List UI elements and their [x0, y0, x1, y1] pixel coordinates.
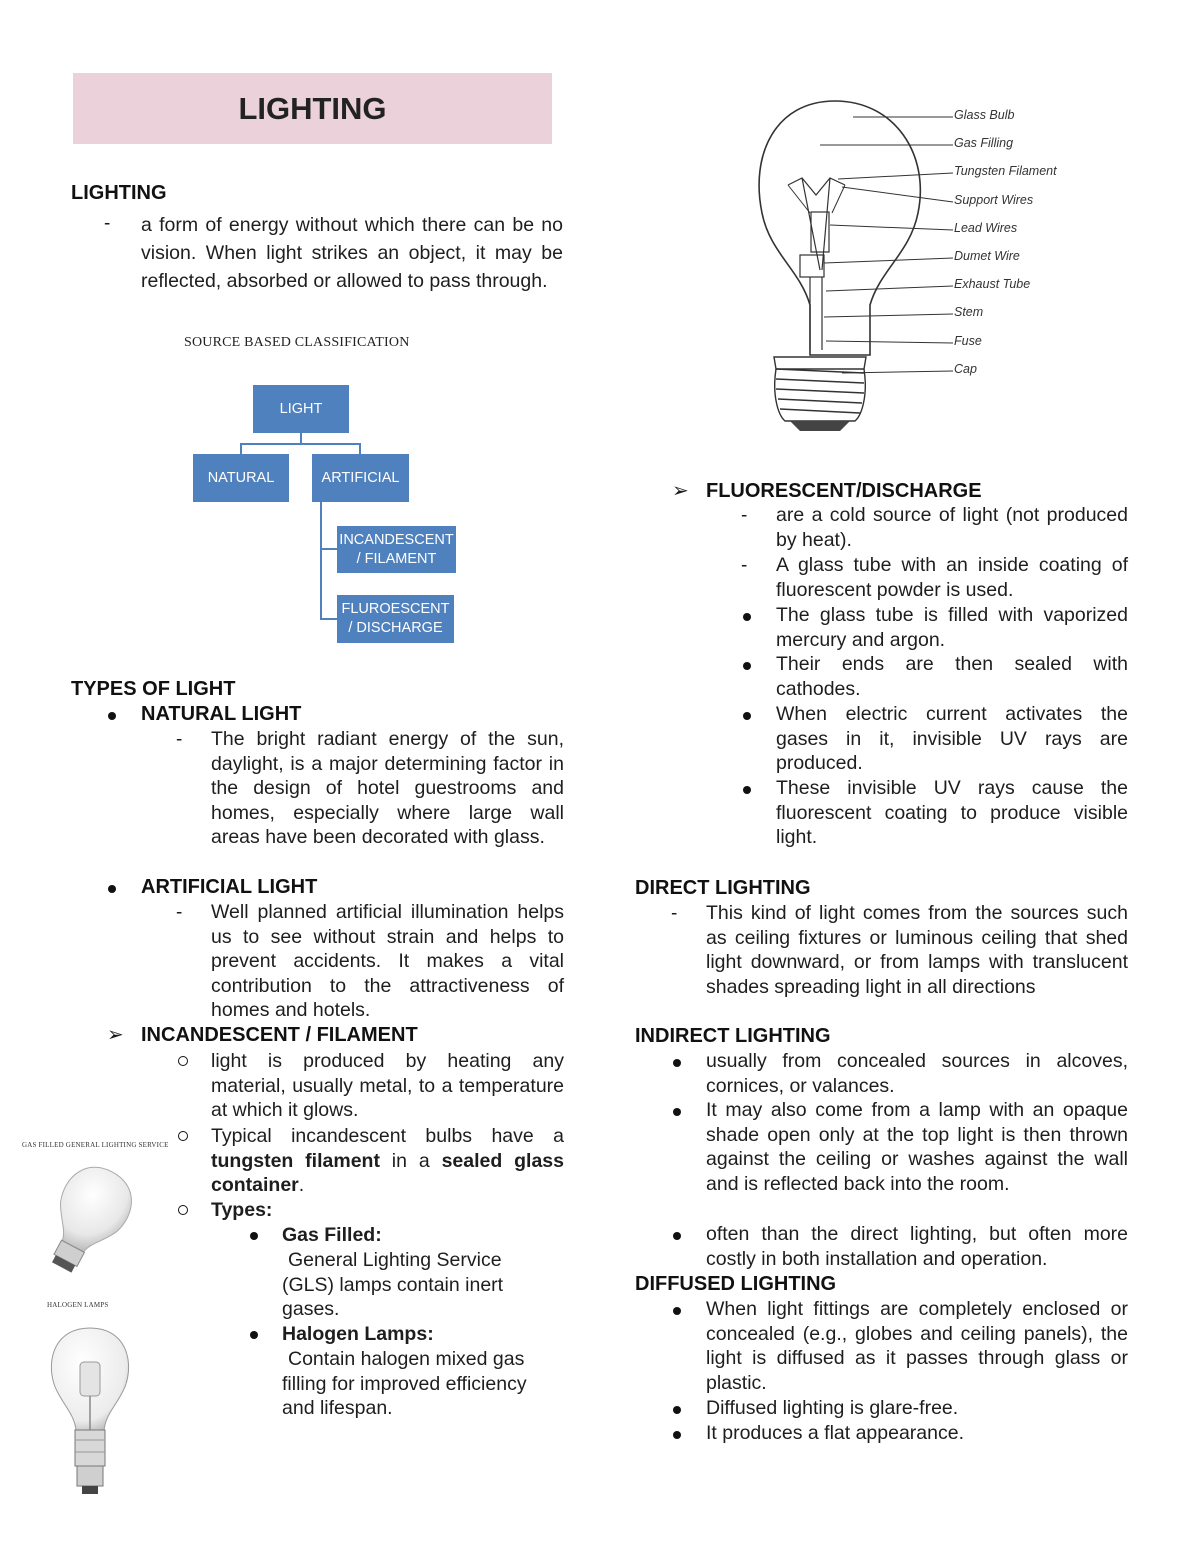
- dash-marker: -: [104, 213, 111, 234]
- bulb-label-tungsten-filament: Tungsten Filament: [954, 164, 1057, 178]
- circle-bullet-icon: [178, 1131, 188, 1141]
- bullet-dot: [250, 1232, 258, 1240]
- node-line: FLUROESCENT: [341, 601, 450, 617]
- tree-connector: [240, 443, 242, 454]
- bullet-dot: [743, 662, 751, 670]
- tree-node-light: LIGHT: [253, 385, 349, 433]
- diffused-bullet-1: When light fittings are completely enclosed or concealed (e.g., globes and ceiling panels), the light is diffused as it passes through glass or plastic.: [706, 1298, 1128, 1394]
- bullet-dot: [108, 885, 116, 893]
- node-line: / DISCHARGE: [348, 620, 443, 636]
- title-banner: [73, 73, 552, 144]
- text-run-bold: sealed glass container: [211, 1149, 564, 1196]
- bulb-label-glass-bulb: Glass Bulb: [954, 108, 1015, 122]
- fluorescent-bullet-3: When electric current activates the gases in it, invisible UV rays are produced.: [776, 703, 1128, 774]
- indirect-bullet-1: usually from concealed sources in alcoves, cornices, or valances.: [706, 1050, 1128, 1097]
- intro-heading: LIGHTING: [71, 182, 167, 204]
- dash-marker: -: [741, 505, 748, 526]
- bulb-label-fuse: Fuse: [954, 334, 982, 348]
- fluorescent-dash-1: are a cold source of light (not produced by heat).: [776, 504, 1128, 551]
- indirect-bullet-2: It may also come from a lamp with an opaque shade open only at the top light is then thrown against the ceiling or washes against the wall and is reflected back into the room.: [706, 1099, 1128, 1195]
- tree-node-fluorescent: [337, 595, 454, 643]
- types-heading: TYPES OF LIGHT: [71, 678, 236, 700]
- intro-text: a form of energy without which there can be no vision. When light strikes an object, it may be reflected, absorbed or allowed to pass through.: [141, 214, 563, 292]
- incandescent-item-2: [211, 1124, 564, 1198]
- halogen-caption: HALOGEN LAMPS: [47, 1301, 109, 1309]
- text-run-bold: tungsten filament: [211, 1149, 380, 1172]
- artificial-light-heading: ARTIFICIAL LIGHT: [141, 876, 318, 898]
- text-run: Typical incandescent bulbs have a: [211, 1125, 564, 1147]
- tree-connector: [240, 443, 361, 445]
- node-line: INCANDESCENT: [339, 531, 454, 548]
- circle-bullet-icon: [178, 1205, 188, 1215]
- tree-connector: [359, 443, 361, 454]
- bullet-dot: [673, 1232, 681, 1240]
- circle-bullet-icon: [178, 1056, 188, 1066]
- gls-caption: GAS FILLED GENERAL LIGHTING SERVICE: [22, 1141, 169, 1149]
- natural-light-heading: NATURAL LIGHT: [141, 703, 302, 725]
- text-run: .: [298, 1174, 305, 1196]
- bulb-label-dumet-wire: Dumet Wire: [954, 249, 1020, 263]
- text-run: in a: [379, 1149, 442, 1172]
- fluorescent-bullet-1: The glass tube is filled with vaporized mercury and argon.: [776, 604, 1128, 651]
- bullet-dot: [673, 1307, 681, 1315]
- bulb-label-exhaust-tube: Exhaust Tube: [954, 277, 1031, 291]
- incandescent-heading: INCANDESCENT / FILAMENT: [141, 1024, 418, 1046]
- fluorescent-bullet-2: Their ends are then sealed with cathodes.: [776, 653, 1128, 700]
- fluorescent-dash-2: A glass tube with an inside coating of fluorescent powder is used.: [776, 554, 1128, 601]
- dash-marker: -: [741, 555, 748, 576]
- gls-bulb-image: [28, 1158, 138, 1283]
- dash-marker: -: [671, 903, 678, 924]
- bulb-label-support-wires: Support Wires: [954, 193, 1034, 207]
- gas-filled-text: General Lighting Service (GLS) lamps contain inert gases.: [282, 1249, 504, 1320]
- arrow-bullet-icon: ➢: [672, 480, 689, 502]
- diffused-lighting-heading: DIFFUSED LIGHTING: [635, 1273, 837, 1295]
- tree-node-incandescent: [337, 526, 456, 573]
- artificial-light-text: Well planned artificial illumination helps us to see without strain and helps to prevent accidents. It makes a vital contribution to the attractiveness of homes and hotels.: [211, 901, 564, 1021]
- bullet-dot: [673, 1406, 681, 1414]
- natural-light-text: The bright radiant energy of the sun, daylight, is a major determining factor in the design of hotel guestrooms and homes, especially where large wall areas have been decorated with glass.: [211, 728, 564, 848]
- bullet-dot: [743, 786, 751, 794]
- bullet-dot: [108, 712, 116, 720]
- indirect-bullet-3: often than the direct lighting, but often more costly in both installation and operation.: [706, 1223, 1128, 1270]
- page-title: LIGHTING: [238, 90, 387, 126]
- tree-caption: SOURCE BASED CLASSIFICATION: [184, 335, 410, 350]
- diffused-bullet-3: It produces a flat appearance.: [706, 1422, 965, 1444]
- bullet-dot: [743, 712, 751, 720]
- tree-node-natural: NATURAL: [193, 454, 289, 502]
- diffused-bullet-2: Diffused lighting is glare-free.: [706, 1397, 959, 1419]
- incandescent-item-1: light is produced by heating any material, usually metal, to a temperature at which it glows.: [211, 1050, 564, 1121]
- arrow-bullet-icon: ➢: [107, 1024, 124, 1046]
- bulb-label-stem: Stem: [954, 305, 984, 319]
- fluorescent-bullet-4: These invisible UV rays cause the fluorescent coating to produce visible light.: [776, 777, 1128, 848]
- halogen-bulb-image: [40, 1322, 140, 1500]
- fluorescent-heading: FLUORESCENT/DISCHARGE: [706, 480, 982, 502]
- bullet-dot: [250, 1331, 258, 1339]
- indirect-lighting-heading: INDIRECT LIGHTING: [635, 1025, 831, 1047]
- bullet-dot: [743, 613, 751, 621]
- dash-marker: -: [176, 729, 183, 750]
- node-line: / FILAMENT: [356, 550, 437, 567]
- halogen-text: Contain halogen mixed gas filling for improved efficiency and lifespan.: [282, 1348, 527, 1419]
- tree-connector: [320, 548, 337, 550]
- bulb-label-cap: Cap: [954, 362, 977, 376]
- tree-connector: [320, 618, 337, 620]
- bulb-label-gas-filling: Gas Filling: [954, 136, 1014, 150]
- tree-connector: [320, 502, 322, 620]
- incandescent-item-3: Types:: [211, 1199, 273, 1221]
- dash-marker: -: [176, 902, 183, 923]
- bulb-label-lead-wires: Lead Wires: [954, 221, 1018, 235]
- direct-lighting-text: This kind of light comes from the sources such as ceiling fixtures or luminous ceiling that shed light downward, or from lamps with translucent shades spreading light in all directions: [706, 902, 1128, 998]
- tree-node-artificial: ARTIFICIAL: [312, 454, 409, 502]
- gas-filled-heading: Gas Filled:: [282, 1224, 382, 1246]
- bullet-dot: [673, 1108, 681, 1116]
- direct-lighting-heading: DIRECT LIGHTING: [635, 877, 811, 899]
- bullet-dot: [673, 1431, 681, 1439]
- bullet-dot: [673, 1059, 681, 1067]
- halogen-heading: Halogen Lamps:: [282, 1323, 434, 1345]
